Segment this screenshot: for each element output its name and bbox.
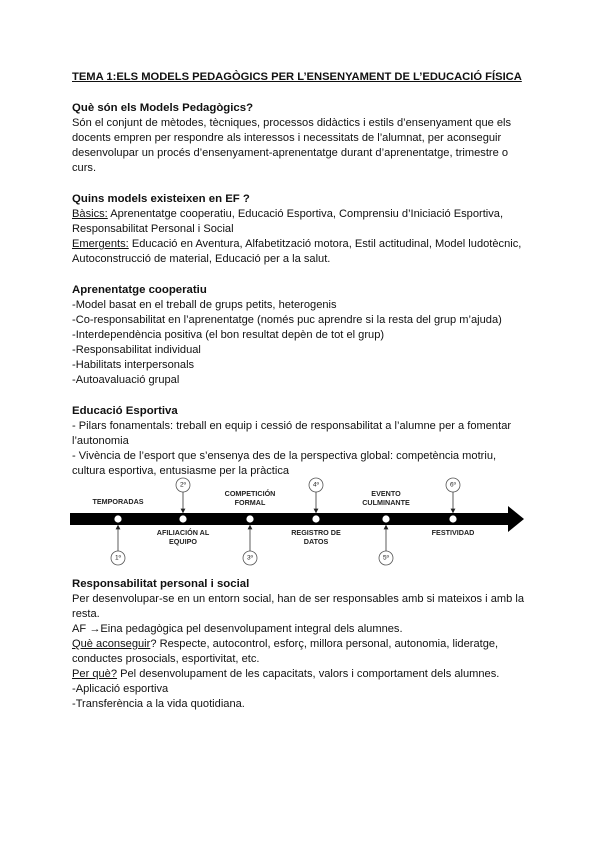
document-page xyxy=(72,70,532,479)
section-sport-education xyxy=(72,404,532,479)
question-text: ? Respecte, autocontrol, esforç, millora personal, autonomia, lideratge, xyxy=(150,638,499,650)
list-item: -Co-responsabilitat en l’aprenentatge (només puc aprendre si la resta del grup m’ajuda) xyxy=(72,314,502,326)
stage-label: EVENTO CULMINANTE xyxy=(362,489,410,507)
timeline-graphic xyxy=(70,476,530,570)
question-line xyxy=(72,637,532,652)
timeline-point xyxy=(246,515,253,522)
basics-text: Aprenentatge cooperatiu, Educació Esportiva, Comprensiu d’Iniciació Esportiva, xyxy=(107,208,504,220)
paragraph-line: Són el conjunt de mètodes, tècniques, processos didàctics i estils d’ensenyament que els xyxy=(72,117,512,129)
stage-number: 2º xyxy=(180,481,186,489)
paragraph-line: cultura esportiva, entusiasme per la pràctica xyxy=(72,465,290,477)
timeline-point xyxy=(114,515,121,522)
question-label: Per què? xyxy=(72,668,118,680)
section-models-definition xyxy=(72,101,532,176)
stage-label: AFILIACIÓN AL EQUIPO xyxy=(156,528,210,546)
paragraph-line: docents empren per respondre als interessos i necessitats de l’alumnat, per aconseguir xyxy=(72,132,502,144)
timeline-point xyxy=(179,515,186,522)
list-item: -Responsabilitat individual xyxy=(72,344,201,356)
section-models-list xyxy=(72,192,532,267)
section-heading: Educació Esportiva xyxy=(72,405,178,417)
section-cooperative-learning xyxy=(72,283,532,388)
paragraph-line: AF →Eina pedagògica pel desenvolupament integral dels alumnes. xyxy=(72,623,403,635)
sport-season-timeline xyxy=(70,476,530,570)
emergents-text: Educació en Aventura, Alfabetització motora, Estil actitudinal, Model ludotècnic, xyxy=(128,238,522,250)
section-heading: Aprenentatge cooperatiu xyxy=(72,284,207,296)
stage-label: COMPETICIÓN FORMAL xyxy=(224,489,276,507)
stage-number: 5º xyxy=(383,554,389,562)
section-heading: Responsabilitat personal i social xyxy=(72,578,250,590)
basics-line-2: Responsabilitat Personal i Social xyxy=(72,223,234,235)
basics-label: Bàsics: xyxy=(72,208,108,220)
section-heading: Quins models existeixen en EF ? xyxy=(72,193,250,205)
question-label: Què aconseguir xyxy=(72,638,151,650)
question-line xyxy=(72,667,532,682)
basics-line xyxy=(72,207,532,222)
stage-label: FESTIVIDAD xyxy=(431,528,475,537)
document-title: TEMA 1:ELS MODELS PEDAGÒGICS PER L’ENSENYAMENT DE L’EDUCACIÓ FÍSICA xyxy=(72,71,522,83)
stage-label: REGISTRO DE DATOS xyxy=(291,528,341,546)
stage-number: 1º xyxy=(115,554,121,562)
stage-number: 6º xyxy=(450,481,456,489)
stage-number: 4º xyxy=(313,481,319,489)
paragraph-line: Per desenvolupar-se en un entorn social, han de ser responsables amb si mateixos i amb la xyxy=(72,593,525,605)
emergents-line-2: Autoconstrucció de material, Educació per a la salut. xyxy=(72,253,331,265)
timeline-point xyxy=(449,515,456,522)
timeline-point xyxy=(382,515,389,522)
section-personal-social-responsibility xyxy=(72,577,532,712)
list-item: -Aplicació esportiva xyxy=(72,683,169,695)
paragraph-line: conductes prosocials, esportivitat, etc. xyxy=(72,653,260,665)
stage-label: TEMPORADAS xyxy=(92,497,144,506)
section-heading: Què són els Models Pedagògics? xyxy=(72,102,254,114)
list-item: -Autoavaluació grupal xyxy=(72,374,180,386)
timeline-point xyxy=(312,515,319,522)
paragraph-line: - Vivència de l’esport que s’ensenya des de la perspectiva global: competència motriu, xyxy=(72,450,497,462)
emergents-line xyxy=(72,237,532,252)
list-item: -Model basat en el treball de grups petits, heterogenis xyxy=(72,299,337,311)
paragraph-line: l’autonomia xyxy=(72,435,129,447)
paragraph-line: curs. xyxy=(72,162,97,174)
paragraph-line: desenvolupar un procés d’ensenyament-aprenentatge durant d’aprenentatge, trimestre o xyxy=(72,147,509,159)
list-item: -Transferència a la vida quotidiana. xyxy=(72,698,245,710)
paragraph-line: - Pilars fonamentals: treball en equip i cessió de responsabilitat a l’alumne per a fomentar xyxy=(72,420,512,432)
list-item: -Habilitats interpersonals xyxy=(72,359,195,371)
paragraph-line: resta. xyxy=(72,608,100,620)
stage-number: 3º xyxy=(247,554,253,562)
question-text: Pel desenvolupament de les capacitats, valors i comportament dels alumnes. xyxy=(117,668,500,680)
emergents-label: Emergents: xyxy=(72,238,129,250)
list-item: -Interdependència positiva (el bon resultat depèn de tot el grup) xyxy=(72,329,385,341)
